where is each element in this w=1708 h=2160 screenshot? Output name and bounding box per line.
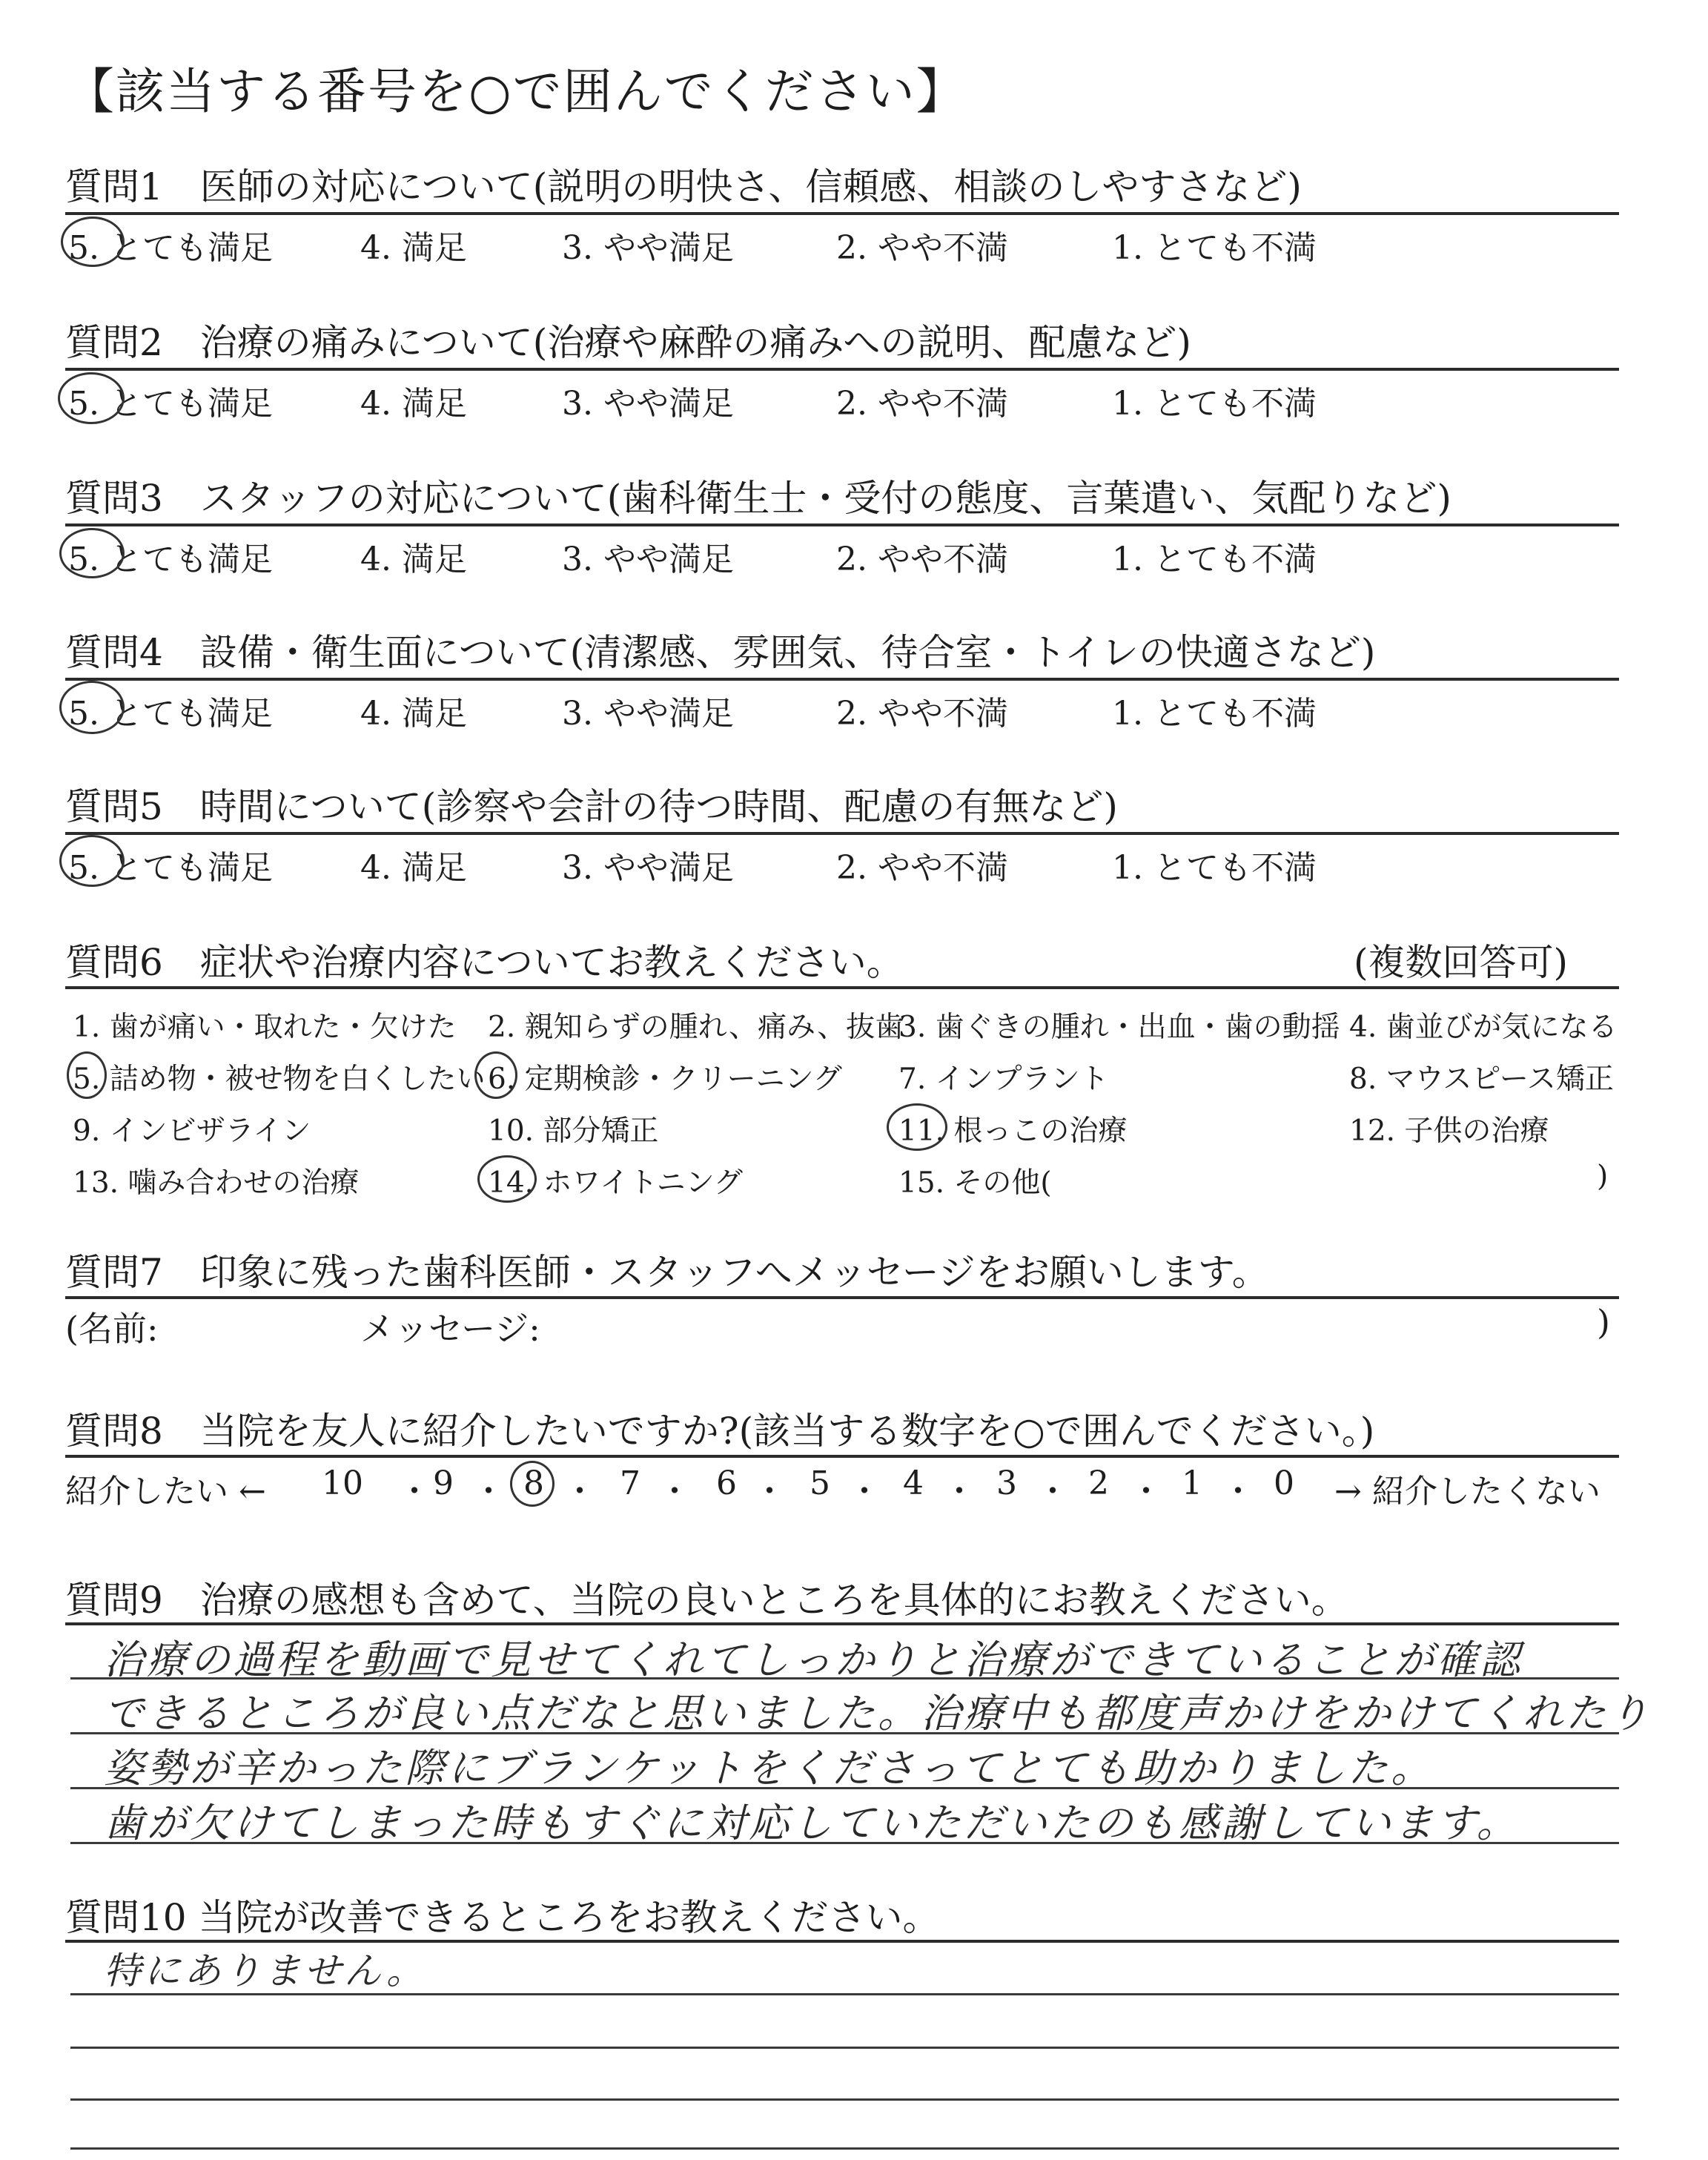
q6-option-4[interactable]: 4. 歯並びが気になる [1349,1011,1618,1044]
q6-option-13[interactable]: 13. 噛み合わせの治療 [73,1166,360,1200]
selection-circle [510,1461,555,1507]
q6-option-8[interactable]: 8. マウスピース矯正 [1349,1063,1614,1096]
question-7-title: 質問7 印象に残った歯科医師・スタッフへメッセージをお願いします。 [65,1251,1269,1294]
q9-answer-line-3: 姿勢が辛かった際にブランケットをくださってとても助かりました。 [104,1745,1434,1791]
scale-separator: ・ [1130,1473,1162,1510]
scale-5[interactable]: 5 [810,1464,830,1502]
question-10-title: 質問10 当院が改善できるところをお教えください。 [65,1896,940,1939]
q9-answer-line-2: できるところが良い点だなと思いました。治療中も都度声かけをかけてくれたり [104,1690,1652,1737]
divider [65,524,1619,526]
q2-option-1[interactable]: 1. とても不満 [1112,385,1317,423]
scale-8[interactable]: 8 [523,1464,544,1502]
answer-line [70,2147,1619,2150]
q6-option-1[interactable]: 1. 歯が痛い・取れた・欠けた [73,1011,457,1044]
q6-option-3[interactable]: 3. 歯ぐきの腫れ・出血・歯の動揺 [898,1011,1340,1044]
scale-0[interactable]: 0 [1274,1464,1294,1502]
q4-option-5[interactable]: 5. とても満足 [68,695,273,733]
q5-option-5[interactable]: 5. とても満足 [68,849,273,887]
scale-1[interactable]: 1 [1182,1464,1202,1502]
divider [65,368,1619,371]
q2-option-5[interactable]: 5. とても満足 [68,385,273,423]
q1-option-1[interactable]: 1. とても不満 [1112,229,1317,267]
question-3-title: 質問3 スタッフの対応について(歯科衛生士・受付の態度、言葉遣い、気配りなど) [65,477,1452,520]
q6-option-6[interactable]: 6. 定期検診・クリーニング [488,1063,842,1096]
selection-circle [61,217,125,267]
selection-circle [67,1051,107,1099]
selection-circle [59,681,125,734]
selection-circle [59,835,125,887]
question-9-title: 質問9 治療の感想も含めて、当院の良いところを具体的にお教えください。 [65,1579,1348,1622]
question-5-title: 質問5 時間について(診察や会計の待つ時間、配慮の有無など) [65,785,1118,828]
message-close-paren: ) [1597,1302,1610,1342]
q4-option-4[interactable]: 4. 満足 [360,695,467,733]
scale-3[interactable]: 3 [996,1464,1017,1502]
q5-option-3[interactable]: 3. やや満足 [562,849,734,887]
divider [65,212,1619,215]
q6-option-15-close: ) [1597,1160,1609,1193]
name-label: (名前: [65,1309,159,1349]
scale-separator: ・ [943,1473,976,1510]
q6-option-15[interactable]: 15. その他( [898,1166,1052,1200]
divider [65,986,1619,989]
q2-option-3[interactable]: 3. やや満足 [562,385,734,423]
q3-option-3[interactable]: 3. やや満足 [562,541,734,578]
q6-option-7[interactable]: 7. インプラント [898,1063,1109,1096]
scale-separator: ・ [753,1473,786,1510]
q1-option-4[interactable]: 4. 満足 [360,229,467,267]
q4-option-1[interactable]: 1. とても不満 [1112,695,1317,733]
q1-option-2[interactable]: 2. やや不満 [836,229,1008,267]
scale-7[interactable]: 7 [620,1464,640,1502]
scale-2[interactable]: 2 [1088,1464,1109,1502]
q5-option-1[interactable]: 1. とても不満 [1112,849,1317,887]
divider [65,832,1619,835]
divider [65,1296,1619,1299]
question-8-title: 質問8 当院を友人に紹介したいですか?(該当する数字を○で囲んでください。) [65,1410,1375,1453]
q3-option-1[interactable]: 1. とても不満 [1112,541,1317,578]
q3-option-4[interactable]: 4. 満足 [360,541,467,578]
scale-separator: ・ [848,1473,881,1510]
scale-separator: ・ [658,1473,691,1510]
q2-option-2[interactable]: 2. やや不満 [836,385,1008,423]
q6-option-14[interactable]: 14. ホワイトニング [488,1166,743,1200]
q6-option-10[interactable]: 10. 部分矯正 [488,1114,659,1148]
q6-option-11[interactable]: 11. 根っこの治療 [898,1114,1128,1148]
divider [65,678,1619,681]
q2-option-4[interactable]: 4. 満足 [360,385,467,423]
recommend-left-label: 紹介したい ← [65,1473,266,1510]
q1-option-5[interactable]: 5. とても満足 [68,229,273,267]
question-6-note: (複数回答可) [1354,941,1569,984]
question-4-title: 質問4 設備・衛生面について(清潔感、雰囲気、待合室・トイレの快適さなど) [65,631,1376,674]
form-header: 【該当する番号を○で囲んでください】 [65,63,967,120]
q9-answer-line-1: 治療の過程を動画で見せてくれてしっかりと治療ができていることが確認 [104,1636,1523,1683]
selection-circle [477,1155,537,1203]
scale-6[interactable]: 6 [716,1464,737,1502]
q9-answer-line-4: 歯が欠けてしまった時もすぐに対応していただいたのも感謝しています。 [104,1800,1520,1846]
divider [65,1455,1619,1458]
scale-9[interactable]: 9 [433,1464,454,1502]
q4-option-3[interactable]: 3. やや満足 [562,695,734,733]
scale-separator: ・ [563,1473,596,1510]
q5-option-2[interactable]: 2. やや不満 [836,849,1008,887]
selection-circle [58,372,125,424]
q6-option-12[interactable]: 12. 子供の治療 [1349,1114,1549,1148]
message-label: メッセージ: [360,1309,540,1349]
q6-option-9[interactable]: 9. インビザライン [73,1114,311,1148]
q10-answer: 特にありません。 [104,1949,426,1992]
divider [65,1622,1619,1625]
selection-circle [59,528,125,578]
scale-separator: ・ [1222,1473,1254,1510]
scale-10[interactable]: 10 [322,1464,363,1502]
q6-option-5[interactable]: 5. 詰め物・被せ物を白くしたい [73,1063,486,1096]
q6-option-2[interactable]: 2. 親知らずの腫れ、痛み、抜歯 [488,1011,904,1044]
q4-option-2[interactable]: 2. やや不満 [836,695,1008,733]
selection-circle [887,1103,947,1151]
scale-separator: ・ [398,1473,431,1510]
q1-option-3[interactable]: 3. やや満足 [562,229,734,267]
selection-circle [474,1051,517,1099]
q5-option-4[interactable]: 4. 満足 [360,849,467,887]
answer-line [70,2098,1619,2101]
recommend-right-label: → 紹介したくない [1334,1473,1601,1510]
scale-4[interactable]: 4 [903,1464,924,1502]
question-2-title: 質問2 治療の痛みについて(治療や麻酔の痛みへの説明、配慮など) [65,321,1191,364]
scale-separator: ・ [472,1473,505,1510]
scale-separator: ・ [1036,1473,1069,1510]
q3-option-5[interactable]: 5. とても満足 [68,541,273,578]
question-6-title: 質問6 症状や治療内容についてお教えください。 [65,941,904,984]
q3-option-2[interactable]: 2. やや不満 [836,541,1008,578]
answer-line [70,2047,1619,2049]
question-1-title: 質問1 医師の対応について(説明の明快さ、信頼感、相談のしやすさなど) [65,165,1302,208]
